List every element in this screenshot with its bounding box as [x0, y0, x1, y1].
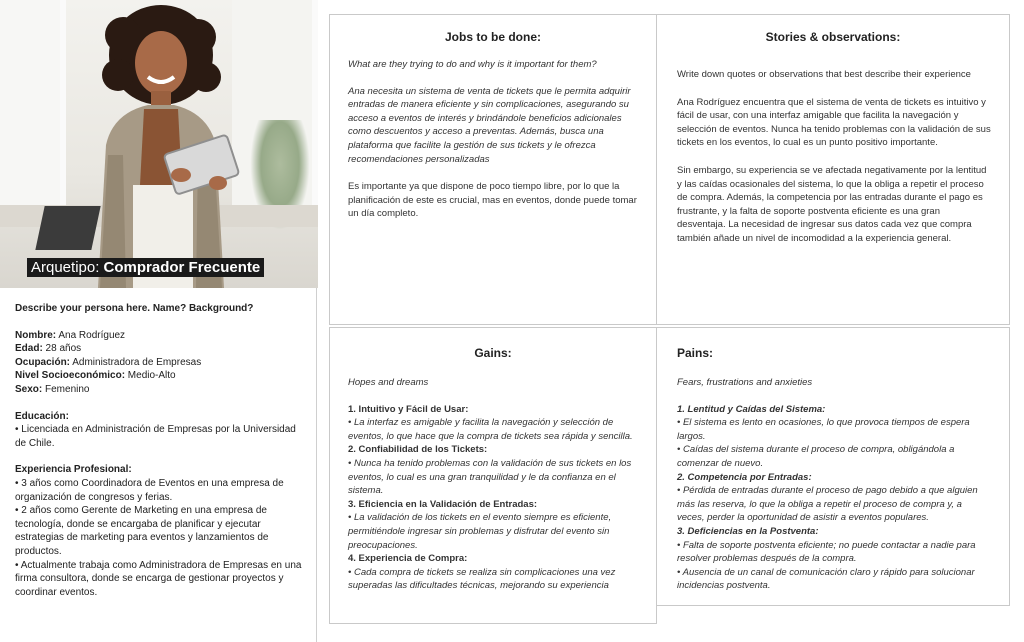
- gains-item-text: • Cada compra de tickets se realiza sin complicaciones una vez superadas las dificultades técnicas, mejorando su experiencia: [348, 566, 616, 592]
- jobs-paragraph: Ana necesita un sistema de venta de tickets que le permita adquirir entradas de manera eficiente y sin complicaciones, asegurando su acceso a eventos de interés y brindándole beneficios adicionales como descuentos y acceso a preventas. Además, busca una plataforma que facilite la gestión de sus tickets y le ofrezca recomendaciones personalizadas: [348, 85, 631, 165]
- education-item: • Licenciada en Administración de Empresas por la Universidad de Chile.: [15, 424, 296, 449]
- experience-item: • 2 años como Gerente de Marketing en una empresa de tecnología, donde se encargaba de planificar y ejecutar estrategias de marketing para eventos y lanzamientos de productos.: [15, 505, 269, 557]
- field-label: Nombre:: [15, 329, 57, 341]
- field-label: Edad:: [15, 343, 43, 355]
- persona-field: [15, 329, 305, 343]
- persona-description: [15, 302, 305, 599]
- pains-item-title: 2. Competencia por Entradas:: [677, 471, 812, 483]
- caption-prefix: Arquetipo:: [31, 259, 104, 276]
- experience-label-text: Experiencia Profesional:: [15, 464, 132, 476]
- jobs-panel: [329, 14, 657, 325]
- persona-field: [15, 356, 305, 370]
- jobs-paragraph: Es importante ya que dispone de poco tiempo libre, por lo que la planificación de este es crucial, mas en eventos, donde puede tomar un día completo.: [348, 181, 637, 220]
- stories-paragraph: Ana Rodríguez encuentra que el sistema de venta de tickets es intuitivo y fácil de usar, con una interfaz amigable que facilita la navegación y selección de eventos. Nunca ha tenido problemas con la validación de sus tickets en los eventos, lo cual es un punto positivo importante.: [677, 96, 991, 149]
- gains-item-title: 1. Intuitivo y Fácil de Usar:: [348, 403, 469, 415]
- field-label: Sexo:: [15, 383, 43, 395]
- field-value: Femenino: [42, 383, 90, 395]
- persona-field: [15, 383, 305, 397]
- persona-field: [15, 342, 305, 356]
- field-value: 28 años: [42, 343, 82, 355]
- gains-title: Gains:: [474, 346, 512, 360]
- divider: [316, 288, 317, 642]
- woman-with-tablet-illustration: [78, 5, 248, 288]
- describe-heading: Describe your persona here. Name? Background?: [15, 303, 254, 314]
- gains-item-text: • La validación de los tickets en el evento siempre es eficiente, permitiéndole ingresar sin problemas y disfrutar del evento sin preocupaciones.: [348, 512, 612, 551]
- persona-photo: [0, 0, 318, 288]
- pains-item-text: • Pérdida de entradas durante el proceso de pago debido a que alguien más las reserva, lo que la obliga a repetir el proceso de compra y, a veces, perder la oportunidad de asistir a eventos populares.: [677, 485, 978, 524]
- caption-name: Comprador Frecuente: [103, 259, 261, 276]
- gains-subtitle: Hopes and dreams: [348, 377, 429, 388]
- jobs-subtitle: What are they trying to do and why is it important for them?: [348, 59, 597, 70]
- experience-item: • Actualmente trabaja como Administradora de Empresas en una firma consultora, donde se encarga de gestionar proyectos y coordinar eventos.: [15, 559, 302, 598]
- education-label-text: Educación:: [15, 410, 69, 422]
- jobs-title: Jobs to be done:: [445, 30, 541, 44]
- gains-item-title: 4. Experiencia de Compra:: [348, 553, 468, 565]
- stories-subtitle: Write down quotes or observations that best describe their experience: [677, 69, 971, 80]
- experience-label: [15, 463, 305, 477]
- pains-item-title: 3. Deficiencias en la Postventa:: [677, 525, 819, 537]
- pains-subtitle: Fears, frustrations and anxieties: [677, 377, 813, 388]
- persona-archetype-caption: [27, 258, 264, 277]
- gains-item-title: 3. Eficiencia en la Validación de Entradas:: [348, 498, 538, 510]
- field-value: Ana Rodríguez: [56, 329, 126, 341]
- persona-field: [15, 369, 305, 383]
- gains-item-title: 2. Confiabilidad de los Tickets:: [348, 444, 488, 456]
- field-label: Nivel Socioeconómico:: [15, 370, 126, 382]
- field-value: Medio-Alto: [125, 370, 176, 382]
- gains-panel: [329, 327, 657, 624]
- stories-title: Stories & observations:: [765, 30, 901, 44]
- experience-item: • 3 años como Coordinadora de Eventos en una empresa de organización de congresos y ferias.: [15, 477, 284, 503]
- pains-panel: [656, 327, 1010, 606]
- gains-item-text: • Nunca ha tenido problemas con la validación de sus tickets en los eventos, lo cual es una gran tranquilidad y le da confianza en el sistema.: [348, 457, 632, 497]
- pains-item-text: • El sistema es lento en ocasiones, lo que provoca tiempos de espera largos. • Caídas del sistema durante el proceso de compra, obligándola a comenzar de nuevo.: [677, 417, 970, 469]
- pains-title: Pains:: [677, 346, 714, 360]
- pains-item-title: 1. Lentitud y Caídas del Sistema:: [677, 403, 826, 415]
- education-label: [15, 410, 305, 424]
- stories-paragraph: Sin embargo, su experiencia se ve afectada negativamente por la lentitud y las caídas ocasionales del sistema, lo que la obliga a repetir el proceso de compra. Además, la competencia por las entradas durante el pago es frustrante, y la falta de soporte postventa eficiente es una gran desventaja. La necesidad de ingresar sus datos cada vez que compra también añade un nivel de incomodidad a la experiencia general.: [677, 164, 987, 244]
- background-window: [0, 0, 66, 210]
- stories-panel: [656, 14, 1010, 325]
- field-value: Administradora de Empresas: [70, 356, 202, 368]
- gains-item-text: • La interfaz es amigable y facilita la navegación y selección de eventos, lo que hace que la compra de tickets sea rápida y sencilla.: [348, 417, 633, 442]
- field-label: Ocupación:: [15, 356, 71, 368]
- pains-item-text: • Falta de soporte postventa eficiente; no puede contactar a nadie para resolver problemas después de la compra. • Ausencia de un canal de comunicación claro y rápido para solucionar incidencias postventa.: [677, 539, 976, 592]
